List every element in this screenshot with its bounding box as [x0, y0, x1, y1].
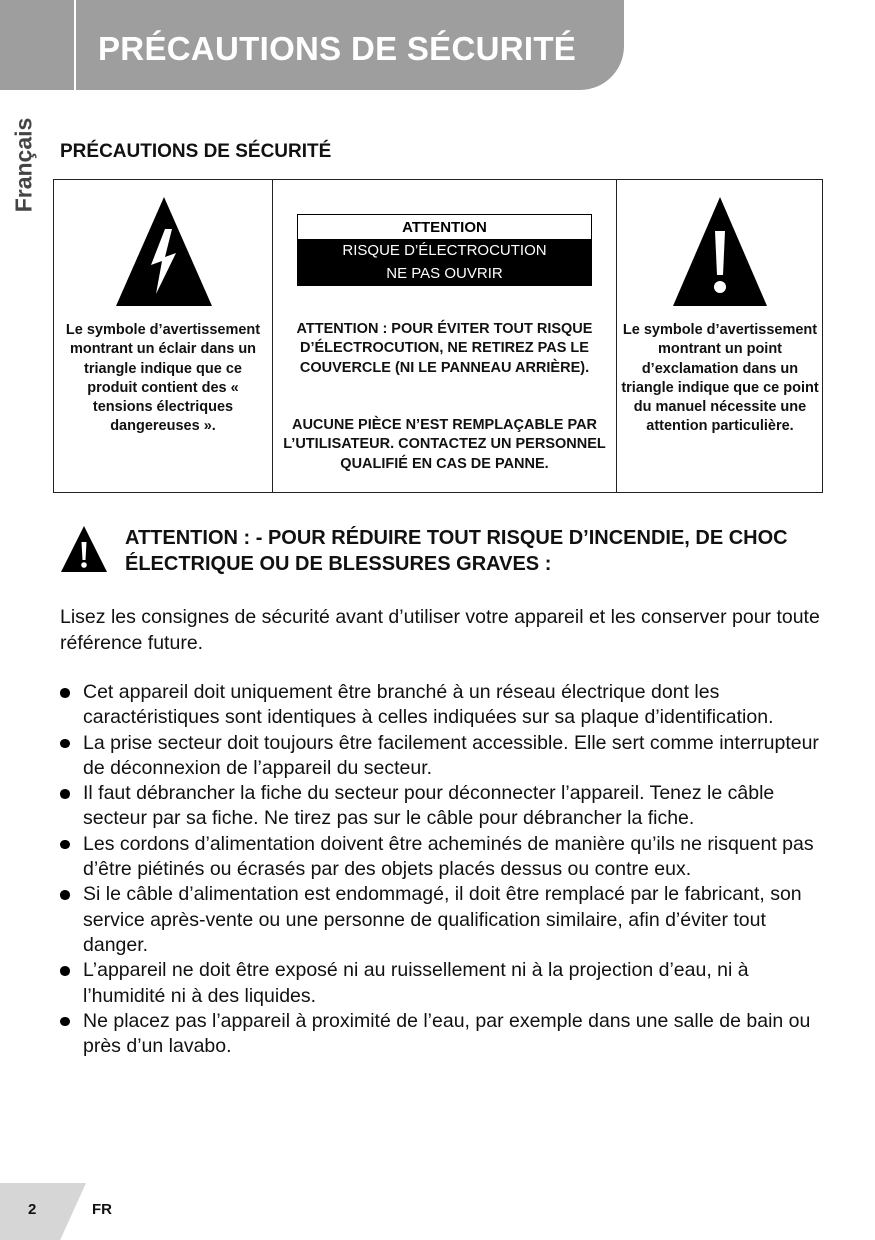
warning-symbols-table: [53, 179, 823, 493]
list-item: Les cordons d’alimentation doivent être acheminés de manière qu’ils ne risquent pas d’être piétinés ou écrasés par des objets placés dessus ou contre eux.: [60, 832, 822, 883]
exclamation-symbol-description: Le symbole d’avertissement montrant un point d’exclamation dans un triangle indique que ce point du manuel nécessite une attention particulière.: [621, 322, 819, 435]
footer-page-tab: [0, 1183, 86, 1240]
exclamation-triangle-icon: [671, 195, 769, 308]
page-title: PRÉCAUTIONS DE SÉCURITÉ: [98, 30, 577, 67]
table-cell-lightning: [54, 180, 273, 492]
alert-heading: ATTENTION : - POUR RÉDUIRE TOUT RISQUE D’INCENDIE, DE CHOC ÉLECTRIQUE OU DE BLESSURES GRAVES :: [125, 527, 788, 575]
list-item: La prise secteur doit toujours être facilement accessible. Elle sert comme interrupteur de déconnexion de l’appareil du secteur.: [60, 731, 822, 782]
side-language-tab: [2, 108, 46, 223]
attention-label: [297, 214, 592, 286]
footer-language-code: FR: [92, 1201, 112, 1218]
alert-exclamation-icon: [60, 525, 108, 573]
side-language-label: Français: [10, 117, 37, 213]
header-divider: [74, 0, 76, 90]
attention-label-line-2: NE PAS OUVRIR: [298, 262, 591, 285]
safety-bullet-list: [60, 680, 822, 1059]
section-heading: PRÉCAUTIONS DE SÉCURITÉ: [60, 141, 332, 162]
list-item: L’appareil ne doit être exposé ni au ruissellement ni à la projection d’eau, ni à l’humidité ni à des liquides.: [60, 958, 822, 1009]
list-item: Ne placez pas l’appareil à proximité de l’eau, par exemple dans une salle de bain ou près d’un lavabo.: [60, 1009, 822, 1060]
attention-label-title: ATTENTION: [298, 215, 591, 239]
list-item: Cet appareil doit uniquement être branché à un réseau électrique dont les caractéristiques sont identiques à celles indiquées sur sa plaque d’identification.: [60, 680, 822, 731]
attention-service-note: AUCUNE PIÈCE N’EST REMPLAÇABLE PAR L’UTILISATEUR. CONTACTEZ UN PERSONNEL QUALIFIÉ EN CAS DE PANNE.: [283, 417, 606, 472]
table-cell-attention: [273, 180, 617, 492]
list-item: Il faut débrancher la fiche du secteur pour déconnecter l’appareil. Tenez le câble secteur par sa fiche. Ne tirez pas sur le câble pour débrancher la fiche.: [60, 781, 822, 832]
lightning-triangle-icon: [114, 195, 214, 308]
table-cell-exclamation: [617, 180, 823, 492]
lightning-symbol-description: Le symbole d’avertissement montrant un éclair dans un triangle indique que ce produit contient des « tensions électriques dangereuses ».: [65, 322, 261, 435]
attention-label-line-1: RISQUE D’ÉLECTROCUTION: [298, 239, 591, 262]
attention-instructions: ATTENTION : POUR ÉVITER TOUT RISQUE D’ÉLECTROCUTION, NE RETIREZ PAS LE COUVERCLE (NI LE PANNEAU ARRIÈRE).: [296, 321, 593, 376]
list-item: Si le câble d’alimentation est endommagé, il doit être remplacé par le fabricant, son service après-vente ou une personne de qualification similaire, afin d’éviter tout danger.: [60, 882, 822, 958]
intro-paragraph: Lisez les consignes de sécurité avant d’utiliser votre appareil et les conserver pour toute référence future.: [60, 606, 820, 654]
page-number: 2: [28, 1201, 37, 1218]
